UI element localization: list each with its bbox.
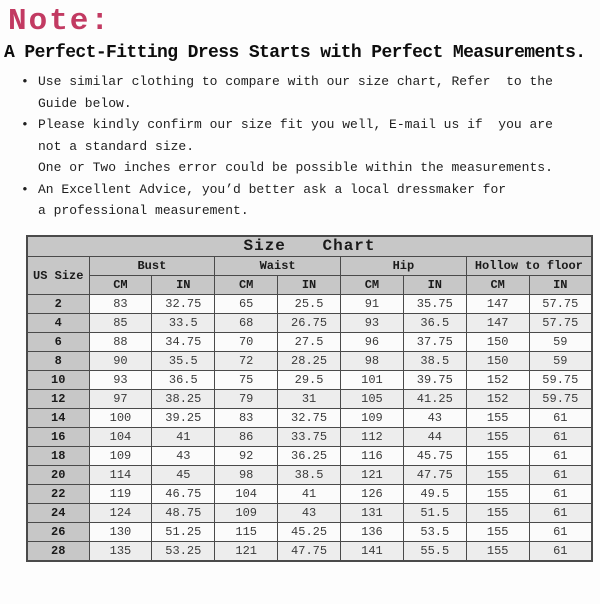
table-row [27,390,592,409]
bullet-icon: • [21,74,29,89]
value-cell: 98 [341,352,404,371]
table-row [27,371,592,390]
value-cell: 49.5 [403,485,466,504]
value-cell: 43 [152,447,215,466]
value-cell: 59.75 [529,371,592,390]
value-cell: 91 [341,295,404,314]
table-row [27,466,592,485]
value-cell: 130 [89,523,152,542]
value-cell: 101 [341,371,404,390]
note-line: a professional measurement. [38,203,249,218]
value-cell: 61 [529,409,592,428]
value-cell: 36.5 [152,371,215,390]
value-cell: 57.75 [529,295,592,314]
unit-header-in: IN [529,276,592,295]
value-cell: 43 [278,504,341,523]
value-cell: 90 [89,352,152,371]
table-row [27,485,592,504]
notes-list [21,71,600,222]
table-row [27,542,592,561]
size-cell: 14 [27,409,89,428]
size-cell: 6 [27,333,89,352]
size-cell: 12 [27,390,89,409]
size-cell: 8 [27,352,89,371]
value-cell: 61 [529,447,592,466]
table-row [27,295,592,314]
size-cell: 18 [27,447,89,466]
note-line: Use similar clothing to compare with our size chart, Refer to the [38,74,553,89]
value-cell: 41 [152,428,215,447]
col-header-us-size: US Size [27,257,89,295]
value-cell: 61 [529,428,592,447]
value-cell: 48.75 [152,504,215,523]
value-cell: 124 [89,504,152,523]
size-cell: 28 [27,542,89,561]
value-cell: 155 [466,466,529,485]
value-cell: 141 [341,542,404,561]
unit-header-cm: CM [215,276,278,295]
table-row [27,314,592,333]
page-heading: A Perfect-Fitting Dress Starts with Perfect Measurements. [4,43,586,63]
value-cell: 28.25 [278,352,341,371]
value-cell: 59 [529,333,592,352]
value-cell: 41.25 [403,390,466,409]
value-cell: 53.25 [152,542,215,561]
table-row [27,333,592,352]
value-cell: 59 [529,352,592,371]
note-line: One or Two inches error could be possible within the measurements. [38,160,553,175]
value-cell: 51.25 [152,523,215,542]
note-line: Guide below. [38,95,132,111]
size-cell: 26 [27,523,89,542]
size-chart-table-container [26,235,593,562]
value-cell: 43 [403,409,466,428]
col-header-bust: Bust [89,257,215,276]
value-cell: 114 [89,466,152,485]
value-cell: 41 [278,485,341,504]
value-cell: 45.75 [403,447,466,466]
group-header-row [27,257,592,276]
value-cell: 38.5 [403,352,466,371]
value-cell: 68 [215,314,278,333]
note-line: not a standard size. [38,138,195,154]
value-cell: 119 [89,485,152,504]
value-cell: 33.75 [278,428,341,447]
value-cell: 136 [341,523,404,542]
size-cell: 24 [27,504,89,523]
unit-header-cm: CM [466,276,529,295]
unit-header-in: IN [278,276,341,295]
value-cell: 38.5 [278,466,341,485]
col-header-hollow-to-floor: Hollow to floor [466,257,592,276]
value-cell: 65 [215,295,278,314]
value-cell: 105 [341,390,404,409]
unit-header-in: IN [403,276,466,295]
note-item [21,71,600,114]
note-item [21,114,600,179]
value-cell: 46.75 [152,485,215,504]
value-cell: 93 [341,314,404,333]
value-cell: 115 [215,523,278,542]
value-cell: 38.25 [152,390,215,409]
value-cell: 39.75 [403,371,466,390]
value-cell: 31 [278,390,341,409]
value-cell: 47.75 [278,542,341,561]
value-cell: 61 [529,542,592,561]
value-cell: 27.5 [278,333,341,352]
value-cell: 155 [466,428,529,447]
value-cell: 147 [466,314,529,333]
value-cell: 35.5 [152,352,215,371]
value-cell: 32.75 [278,409,341,428]
value-cell: 25.5 [278,295,341,314]
value-cell: 47.75 [403,466,466,485]
value-cell: 45 [152,466,215,485]
size-cell: 20 [27,466,89,485]
value-cell: 61 [529,523,592,542]
bullet-icon: • [21,181,29,197]
value-cell: 121 [341,466,404,485]
value-cell: 92 [215,447,278,466]
value-cell: 86 [215,428,278,447]
table-row [27,504,592,523]
value-cell: 34.75 [152,333,215,352]
value-cell: 150 [466,333,529,352]
value-cell: 155 [466,542,529,561]
value-cell: 59.75 [529,390,592,409]
value-cell: 61 [529,504,592,523]
note-line: An Excellent Advice, you’d better ask a local dressmaker for [38,181,507,197]
size-chart-table [26,235,593,562]
value-cell: 131 [341,504,404,523]
table-title-row [27,236,592,257]
size-cell: 16 [27,428,89,447]
value-cell: 36.25 [278,447,341,466]
table-row [27,447,592,466]
value-cell: 147 [466,295,529,314]
value-cell: 135 [89,542,152,561]
value-cell: 72 [215,352,278,371]
value-cell: 126 [341,485,404,504]
unit-header-cm: CM [341,276,404,295]
size-cell: 10 [27,371,89,390]
value-cell: 51.5 [403,504,466,523]
value-cell: 35.75 [403,295,466,314]
table-title: Size Chart [27,236,592,257]
value-cell: 57.75 [529,314,592,333]
value-cell: 104 [89,428,152,447]
value-cell: 155 [466,485,529,504]
size-cell: 22 [27,485,89,504]
value-cell: 152 [466,390,529,409]
note-item [21,179,600,222]
size-cell: 4 [27,314,89,333]
value-cell: 79 [215,390,278,409]
value-cell: 155 [466,409,529,428]
value-cell: 45.25 [278,523,341,542]
value-cell: 85 [89,314,152,333]
table-row [27,409,592,428]
value-cell: 83 [215,409,278,428]
value-cell: 152 [466,371,529,390]
size-chart-page [0,4,600,604]
value-cell: 33.5 [152,314,215,333]
value-cell: 116 [341,447,404,466]
value-cell: 96 [341,333,404,352]
value-cell: 39.25 [152,409,215,428]
value-cell: 26.75 [278,314,341,333]
value-cell: 32.75 [152,295,215,314]
value-cell: 53.5 [403,523,466,542]
value-cell: 150 [466,352,529,371]
value-cell: 36.5 [403,314,466,333]
value-cell: 104 [215,485,278,504]
value-cell: 155 [466,447,529,466]
value-cell: 109 [89,447,152,466]
unit-header-row [27,276,592,295]
value-cell: 100 [89,409,152,428]
value-cell: 121 [215,542,278,561]
value-cell: 155 [466,523,529,542]
size-rows [27,295,592,561]
value-cell: 93 [89,371,152,390]
value-cell: 61 [529,466,592,485]
value-cell: 112 [341,428,404,447]
unit-header-in: IN [152,276,215,295]
bullet-icon: • [21,117,29,132]
table-row [27,523,592,542]
value-cell: 109 [341,409,404,428]
value-cell: 75 [215,371,278,390]
value-cell: 37.75 [403,333,466,352]
value-cell: 29.5 [278,371,341,390]
table-row [27,352,592,371]
value-cell: 109 [215,504,278,523]
value-cell: 97 [89,390,152,409]
value-cell: 70 [215,333,278,352]
note-line: Please kindly confirm our size fit you well, E-mail us if you are [38,117,553,132]
value-cell: 155 [466,504,529,523]
unit-header-cm: CM [89,276,152,295]
col-header-hip: Hip [341,257,467,276]
value-cell: 83 [89,295,152,314]
value-cell: 98 [215,466,278,485]
table-row [27,428,592,447]
size-cell: 2 [27,295,89,314]
note-title: Note: [8,4,112,39]
value-cell: 55.5 [403,542,466,561]
col-header-waist: Waist [215,257,341,276]
value-cell: 61 [529,485,592,504]
value-cell: 88 [89,333,152,352]
value-cell: 44 [403,428,466,447]
